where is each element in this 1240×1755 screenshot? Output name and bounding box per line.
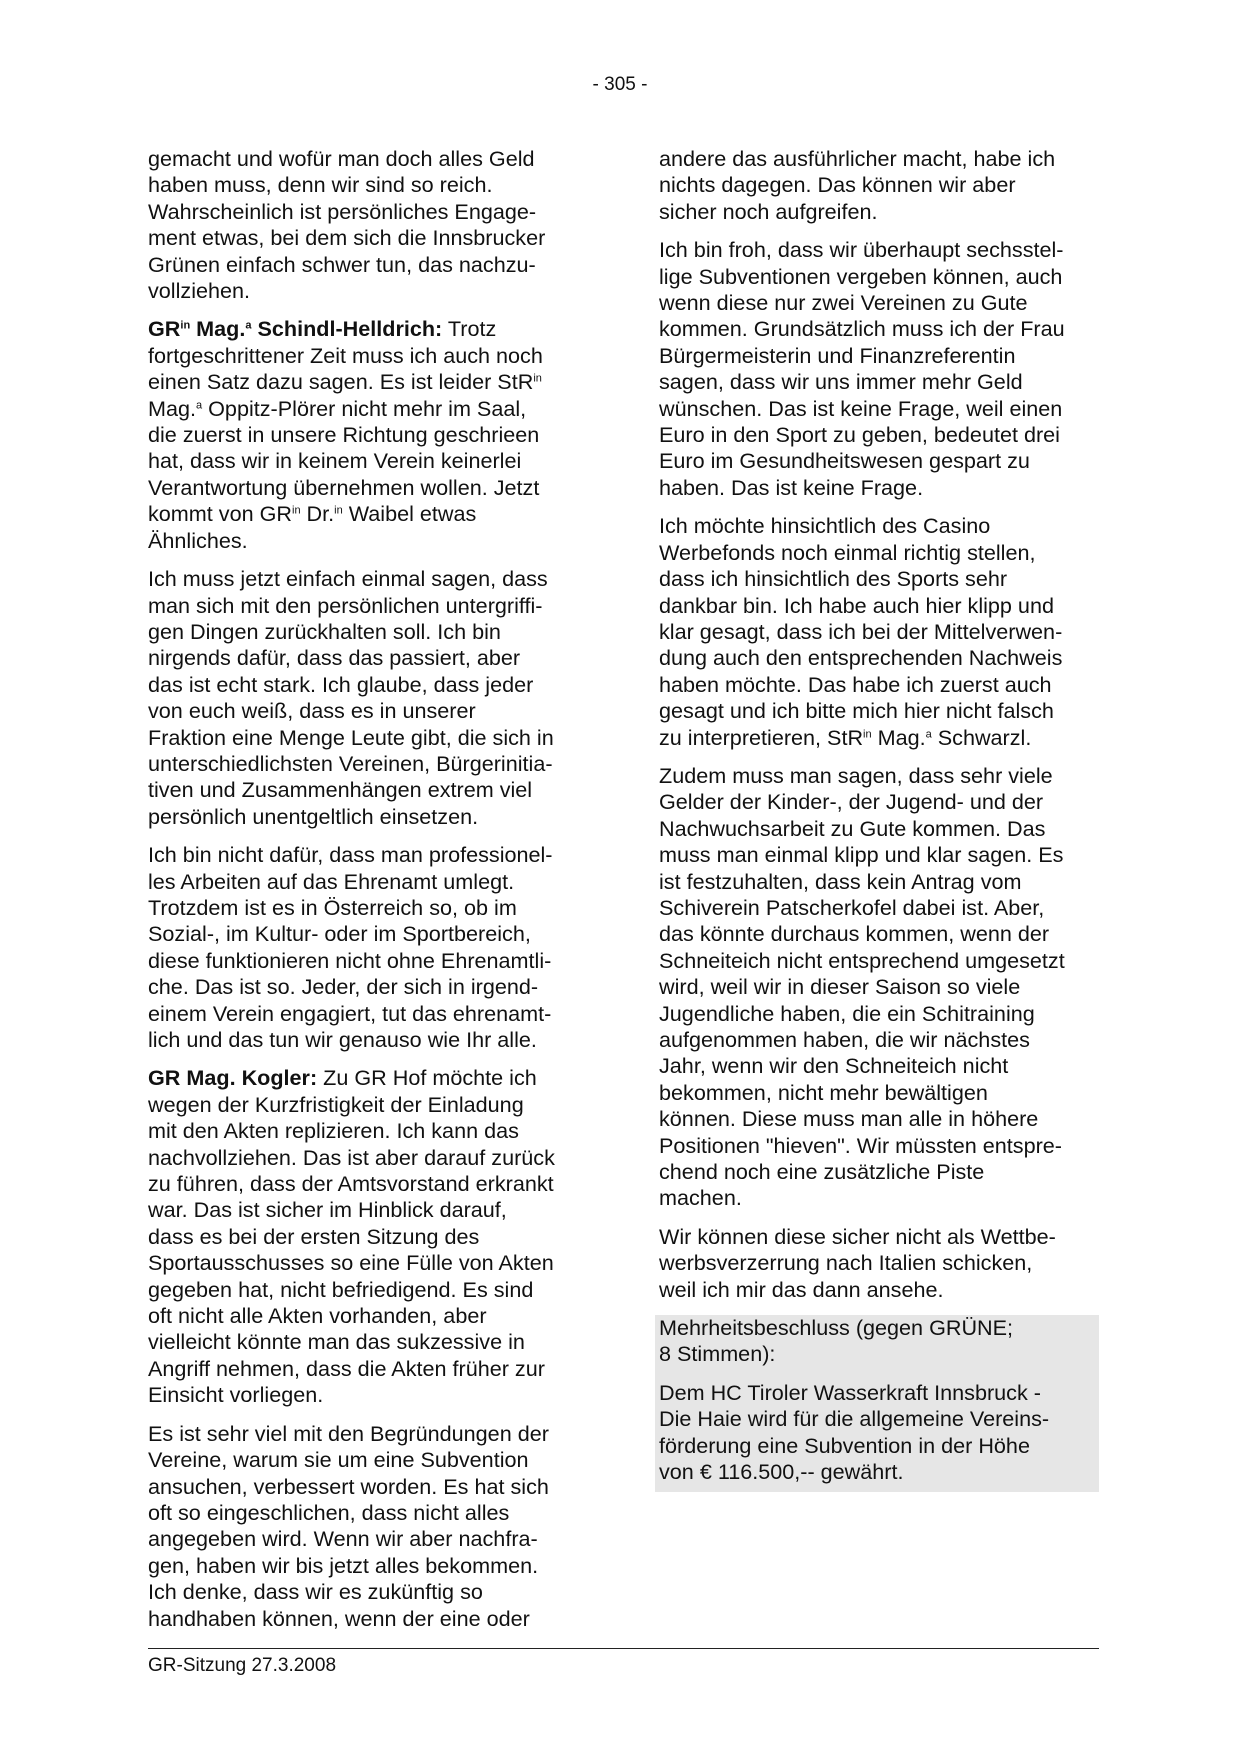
text-line: 8 Stimmen):	[659, 1341, 776, 1367]
text-line: Wahrscheinlich ist persönliches Engage-	[148, 198, 537, 224]
resolution-text	[659, 1380, 1099, 1492]
text-line: gen Dingen zurückhalten soll. Ich bin	[148, 618, 501, 644]
footer-session-date: GR-Sitzung 27.3.2008	[148, 1655, 337, 1676]
text-line: zu interpretieren, StR$^{in}$ Mag.$^a$ Schwarzl.	[659, 724, 1032, 750]
speaker-paragraph	[148, 316, 582, 554]
text-line: Vereine, warum sie um eine Subvention	[148, 1447, 529, 1473]
text-line: weil ich mir das dann ansehe.	[659, 1276, 944, 1302]
text-line: sagen, dass wir uns immer mehr Geld	[659, 369, 1023, 395]
text-line: Trotzdem ist es in Österreich so, ob im	[148, 894, 517, 920]
text-line: gen, haben wir bis jetzt alles bekommen.	[148, 1552, 539, 1578]
text-line: handhaben können, wenn der eine oder	[148, 1605, 530, 1631]
text-line: chend noch eine zusätzliche Piste	[659, 1159, 985, 1185]
vote-result	[659, 1315, 1099, 1380]
text-line: werbsverzerrung nach Italien schicken,	[659, 1250, 1033, 1276]
paragraph	[659, 146, 1093, 225]
text-line: Fraktion eine Menge Leute gibt, die sich in	[148, 724, 554, 750]
text-line: les Arbeiten auf das Ehrenamt umlegt.	[148, 868, 515, 894]
text-line: bekommen, nicht mehr bewältigen	[659, 1079, 988, 1105]
speaker-name: GR Mag. Kogler:	[148, 1065, 318, 1091]
text-line: Die Haie wird für die allgemeine Vereins-	[659, 1406, 1050, 1432]
text-line: von euch weiß, dass es in unserer	[148, 698, 476, 724]
text-line: haben möchte. Das habe ich zuerst auch	[659, 671, 1052, 697]
text-line: nachvollziehen. Das ist aber darauf zurück	[148, 1144, 555, 1170]
text-line: haben muss, denn wir sind so reich.	[148, 172, 493, 198]
text-line: diese funktionieren nicht ohne Ehrenamtli-	[148, 947, 552, 973]
text-line: angegeben wird. Wenn wir aber nachfra-	[148, 1526, 538, 1552]
text-line: persönlich unentgeltlich einsetzen.	[148, 803, 479, 829]
text-line: einem Verein engagiert, tut das ehrenamt-	[148, 1000, 552, 1026]
text-line: Wir können diese sicher nicht als Wettbe-	[659, 1223, 1056, 1249]
left-column	[148, 146, 582, 1644]
page-number: - 305 -	[592, 74, 648, 95]
text-line: gemacht und wofür man doch alles Geld	[148, 146, 535, 171]
text-line: ment etwas, bei dem sich die Innsbrucker	[148, 225, 546, 251]
text-line: wegen der Kurzfristigkeit der Einladung	[148, 1091, 524, 1117]
text-line: machen.	[659, 1185, 742, 1211]
text-line: Ich muss jetzt einfach einmal sagen, dass	[148, 566, 548, 592]
paragraph	[659, 1224, 1093, 1303]
text-line: dass es bei der ersten Sitzung des	[148, 1223, 480, 1249]
text-line: das ist echt stark. Ich glaube, dass jeder	[148, 671, 534, 697]
text-line: klar gesagt, dass ich bei der Mittelverwen-	[659, 618, 1063, 644]
text-line: aufgenommen haben, die wir nächstes	[659, 1027, 1030, 1052]
text-line: das könnte durchaus kommen, wenn der	[659, 921, 1050, 947]
text-line: wünschen. Das ist keine Frage, weil einen	[659, 395, 1063, 421]
text-line: Nachwuchsarbeit zu Gute kommen. Das	[659, 815, 1046, 841]
text-line: muss man einmal klipp und klar sagen. Es	[659, 842, 1064, 868]
text-line: ansuchen, verbessert worden. Es hat sich	[148, 1473, 549, 1499]
text-line: mit den Akten replizieren. Ich kann das	[148, 1118, 519, 1144]
text-line: Ähnliches.	[148, 527, 248, 553]
text-line: Schiverein Patscherkofel dabei ist. Aber,	[659, 894, 1045, 920]
text-line: Positionen "hieven". Wir müssten entspre-	[659, 1132, 1062, 1158]
text-line: nirgends dafür, dass das passiert, aber	[148, 645, 521, 671]
text-line: kommt von $GR^{in}$ Dr.$^{in}$ Waibel etwas	[148, 501, 477, 527]
footer-divider	[148, 1648, 1099, 1649]
text-line: Ich bin nicht dafür, dass man professionel-	[148, 842, 553, 868]
text-line: andere das ausführlicher macht, habe ich	[659, 146, 1056, 171]
text-line: Grünen einfach schwer tun, das nachzu-	[148, 251, 536, 277]
text-line: dankbar bin. Ich habe auch hier klipp und	[659, 592, 1054, 618]
text-line: Mehrheitsbeschluss (gegen GRÜNE;	[659, 1315, 1014, 1341]
text-line: che. Das ist so. Jeder, der sich in irgend-	[148, 974, 539, 1000]
text-line: lich und das tun wir genauso wie Ihr alle.	[148, 1027, 537, 1052]
text-line: Dem HC Tiroler Wasserkraft Innsbruck -	[659, 1379, 1041, 1405]
text-line: ist festzuhalten, dass kein Antrag vom	[659, 868, 1022, 894]
text-line: Verantwortung übernehmen wollen. Jetzt	[148, 474, 540, 500]
text-line: Ich möchte hinsichtlich des Casino	[659, 513, 991, 539]
text-line: wenn diese nur zwei Vereinen zu Gute	[659, 290, 1028, 316]
text-line: zu führen, dass der Amtsvorstand erkrankt	[148, 1171, 554, 1197]
paragraph	[659, 237, 1093, 501]
text-line: Jahr, wenn wir den Schneiteich nicht	[659, 1053, 1009, 1079]
text-line: Sozial-, im Kultur- oder im Sportbereich,	[148, 921, 531, 947]
text-line: Einsicht vorliegen.	[148, 1382, 324, 1408]
text-line: tiven und Zusammenhängen extrem viel	[148, 777, 533, 803]
text-line: Es ist sehr viel mit den Begründungen der	[148, 1420, 549, 1446]
text-line: von € 116.500,-- gewährt.	[659, 1459, 904, 1485]
text-line: sicher noch aufgreifen.	[659, 198, 878, 224]
paragraph	[148, 566, 582, 830]
text-line: unterschiedlichsten Vereinen, Bürgerinitia-	[148, 750, 553, 776]
text-line: Gelder der Kinder-, der Jugend- und der	[659, 789, 1044, 815]
paragraph	[148, 146, 582, 304]
text-line: Bürgermeisterin und Finanzreferentin	[659, 342, 1016, 368]
text-line: Mag.$^a$ Oppitz-Plörer nicht mehr im Saal,	[148, 395, 527, 421]
text-line: hat, dass wir in keinem Verein keinerlei	[148, 448, 522, 474]
text-line: lige Subventionen vergeben können, auch	[659, 263, 1063, 289]
right-column	[659, 146, 1093, 1492]
text-line: gesagt und ich bitte mich hier nicht falsch	[659, 698, 1054, 724]
text-line: Angriff nehmen, dass die Akten früher zur	[148, 1355, 545, 1381]
text-line: GR Mag. Kogler: Zu GR Hof möchte ich	[148, 1065, 537, 1091]
text-line: dung auch den entsprechenden Nachweis	[659, 645, 1063, 671]
text-line: Euro im Gesundheitswesen gespart zu	[659, 448, 1030, 474]
speaker-paragraph	[148, 1065, 582, 1408]
text-line: einen Satz dazu sagen. Es ist leider StR$^{in}$	[148, 369, 542, 395]
text-line: haben. Das ist keine Frage.	[659, 474, 924, 500]
text-line: Sportausschusses so eine Fülle von Akten	[148, 1250, 554, 1276]
text-line: man sich mit den persönlichen untergriffi-	[148, 592, 543, 618]
text-line: war. Das ist sicher im Hinblick darauf,	[148, 1197, 507, 1223]
paragraph	[148, 1421, 582, 1632]
text-line: die zuerst in unsere Richtung geschrieen	[148, 422, 540, 448]
text-line: Euro in den Sport zu geben, bedeutet drei	[659, 422, 1060, 448]
text-line: Ich denke, dass wir es zukünftig so	[148, 1579, 483, 1605]
text-line: Werbefonds noch einmal richtig stellen,	[659, 539, 1036, 565]
text-line: förderung eine Subvention in der Höhe	[659, 1432, 1030, 1458]
text-line: gegeben hat, nicht befriedigend. Es sind	[148, 1276, 534, 1302]
text-line: Jugendliche haben, die ein Schitraining	[659, 1000, 1035, 1026]
paragraph	[659, 513, 1093, 751]
text-line: vielleicht könnte man das sukzessive in	[148, 1329, 525, 1355]
text-line: vollziehen.	[148, 278, 251, 304]
text-line: $GR^{in}$ Mag.$^a$ Schindl-Helldrich: Trotz	[148, 316, 497, 342]
text-line: können. Diese muss man alle in höhere	[659, 1106, 1039, 1132]
text-line: kommen. Grundsätzlich muss ich der Frau	[659, 316, 1065, 342]
speaker-name: $GR^{in}$ Mag.$^a$ Schindl-Helldrich:	[148, 316, 443, 342]
paragraph	[659, 763, 1093, 1212]
resolution-box	[655, 1315, 1099, 1491]
text-line: Schneiteich nicht entsprechend umgesetzt	[659, 947, 1065, 973]
text-line: nichts dagegen. Das können wir aber	[659, 172, 1016, 198]
text-line: Zudem muss man sagen, dass sehr viele	[659, 762, 1053, 788]
text-line: dass ich hinsichtlich des Sports sehr	[659, 566, 1008, 592]
text-line: wird, weil wir in dieser Saison so viele	[659, 974, 1021, 1000]
text-line: fortgeschrittener Zeit muss ich auch noch	[148, 342, 543, 368]
text-line: Ich bin froh, dass wir überhaupt sechsstel-	[659, 237, 1064, 263]
paragraph	[148, 842, 582, 1053]
text-line: oft nicht alle Akten vorhanden, aber	[148, 1303, 487, 1329]
text-line: oft so eingeschlichen, dass nicht alles	[148, 1499, 510, 1525]
